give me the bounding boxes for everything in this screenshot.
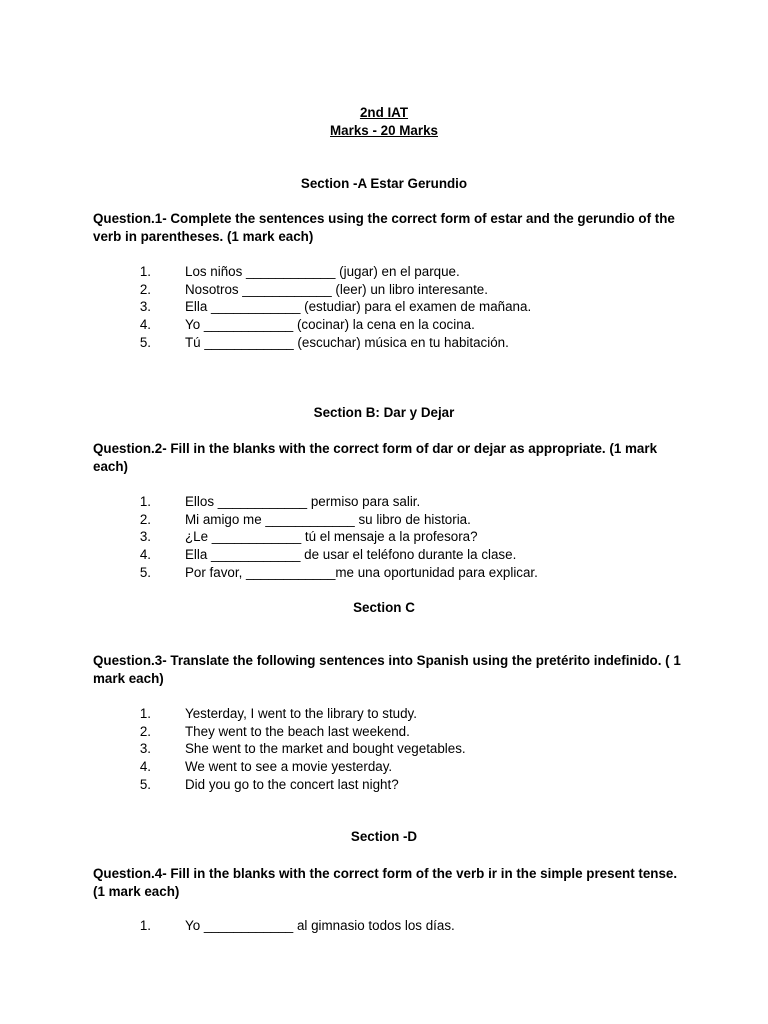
list-item-number: 4.	[139, 317, 151, 332]
list-item: Tú ____________ (escuchar) música en tu habitación.	[185, 335, 509, 350]
list-item-number: 2.	[139, 512, 151, 527]
question-3: Question.3- Translate the following sentences into Spanish using the pretérito indefinido. ( 1 mark each)	[93, 653, 681, 686]
list-item-number: 4.	[139, 759, 151, 774]
list-item-number: 5.	[139, 565, 151, 580]
list-item: Ellos ____________ permiso para salir.	[185, 494, 421, 509]
section-a-heading: Section -A Estar Gerundio	[300, 176, 468, 191]
list-item-number: 1.	[139, 264, 151, 279]
list-item: Ella ____________ de usar el teléfono durante la clase.	[185, 547, 517, 562]
list-item-number: 5.	[139, 777, 151, 792]
section-d-heading: Section -D	[350, 829, 418, 844]
list-item: She went to the market and bought vegetables.	[185, 741, 466, 756]
list-item: They went to the beach last weekend.	[185, 724, 410, 739]
list-item: Yo ____________ (cocinar) la cena en la cocina.	[185, 317, 475, 332]
list-item-number: 1.	[139, 918, 151, 933]
list-item: Los niños ____________ (jugar) en el parque.	[185, 264, 460, 279]
question-2: Question.2- Fill in the blanks with the correct form of dar or dejar as appropriate. (1 mark each)	[93, 441, 658, 474]
list-item: Yo ____________ al gimnasio todos los días.	[185, 918, 455, 933]
list-item: Nosotros ____________ (leer) un libro interesante.	[185, 282, 488, 297]
list-item-number: 5.	[139, 335, 151, 350]
question-4: Question.4- Fill in the blanks with the correct form of the verb ir in the simple present tense. (1 mark each)	[93, 866, 678, 899]
section-c-heading: Section C	[353, 600, 415, 615]
list-item: Yesterday, I went to the library to study.	[185, 706, 417, 721]
question-1: Question.1- Complete the sentences using the correct form of estar and the gerundio of the verb in parentheses. (1 mark each)	[93, 211, 675, 244]
list-item: Por favor, ____________me una oportunidad para explicar.	[185, 565, 538, 580]
list-item: Ella ____________ (estudiar) para el examen de mañana.	[185, 299, 532, 314]
list-item-number: 3.	[139, 299, 151, 314]
list-item-number: 3.	[139, 529, 151, 544]
list-item-number: 2.	[139, 282, 151, 297]
list-item: Did you go to the concert last night?	[185, 777, 399, 792]
section-b-heading: Section B: Dar y Dejar	[313, 405, 455, 420]
list-item-number: 4.	[139, 547, 151, 562]
list-item-number: 2.	[139, 724, 151, 739]
document-title: 2nd IAT	[359, 105, 409, 120]
marks-heading: Marks - 20 Marks	[330, 123, 438, 138]
list-item-number: 3.	[139, 741, 151, 756]
list-item: ¿Le ____________ tú el mensaje a la profesora?	[185, 529, 478, 544]
list-item: We went to see a movie yesterday.	[185, 759, 393, 774]
list-item-number: 1.	[139, 706, 151, 721]
list-item-number: 1.	[139, 494, 151, 509]
list-item: Mi amigo me ____________ su libro de historia.	[185, 512, 471, 527]
